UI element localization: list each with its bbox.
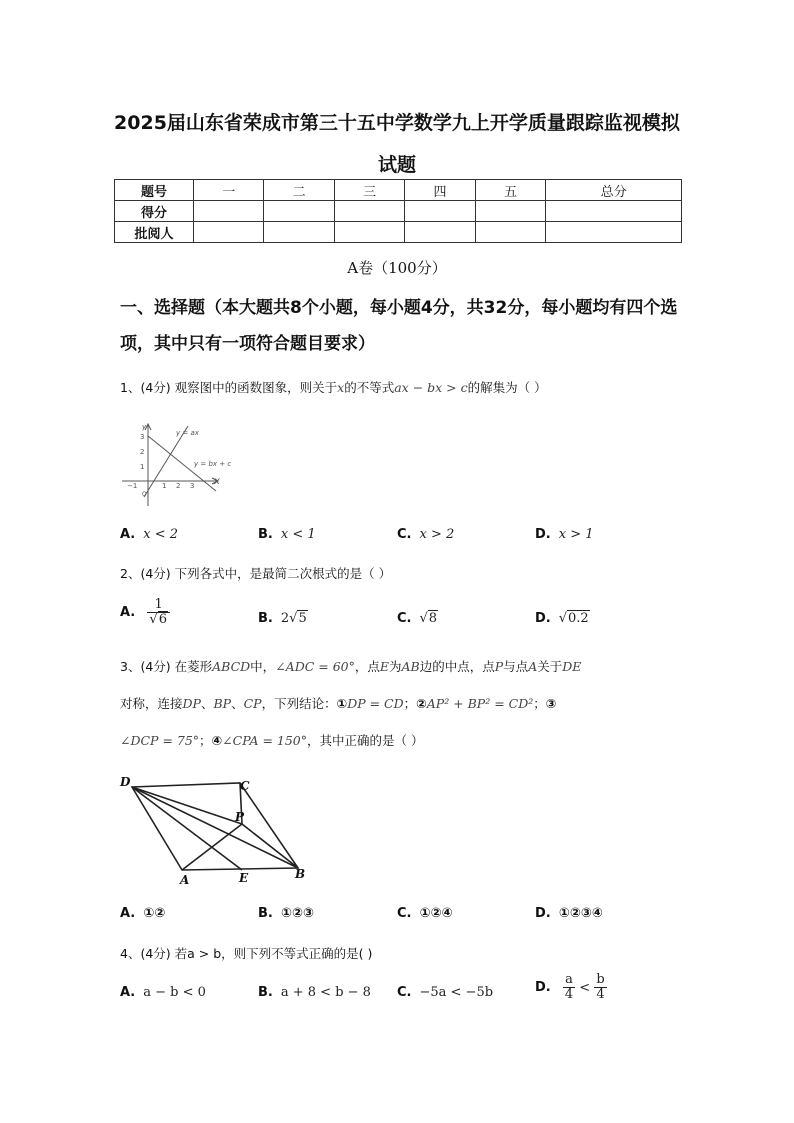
table-row-label: 批阅人 — [115, 222, 194, 243]
q3-option-d[interactable]: D. ①②③④ — [535, 906, 603, 921]
q2-option-c[interactable]: C. √8 — [397, 611, 438, 626]
table-row-label: 得分 — [115, 201, 194, 222]
score-cell[interactable] — [194, 222, 264, 243]
line1-label: y = ax — [176, 429, 199, 437]
q1-option-b[interactable]: B. x < 1 — [258, 527, 316, 542]
q3-option-c[interactable]: C. ①②④ — [397, 906, 453, 921]
table-row — [115, 201, 682, 222]
q1-prefix: 1、(4分) 观察图中的函数图象，则关于 — [120, 380, 338, 395]
fraction: $\frac{b}{4}$ — [596, 972, 605, 1003]
score-table — [114, 179, 682, 243]
label-a: A — [180, 873, 190, 887]
tick-x2: 2 — [176, 482, 181, 490]
score-cell[interactable] — [405, 222, 475, 243]
question-3-stem-line2: 对称，连接DP、BP、CP，下列结论：①DP = CD；②AP² + BP² = CD²；③ — [120, 696, 557, 711]
table-row — [115, 222, 682, 243]
score-cell[interactable] — [264, 201, 334, 222]
q2-option-a[interactable]: A. $\frac{1}{√6}$ — [120, 598, 170, 628]
score-cell[interactable] — [546, 201, 682, 222]
section-a-heading: A卷（100分） — [347, 259, 447, 277]
score-cell[interactable] — [334, 222, 404, 243]
q2-option-d[interactable]: D. √0.2 — [535, 611, 589, 626]
q1-option-a[interactable]: A. x < 2 — [120, 527, 179, 542]
tick-xm1: −1 — [127, 482, 138, 490]
question-3-stem-line3: ∠DCP = 75°；④∠CPA = 150°，其中正确的是（ ） — [120, 733, 424, 748]
q3-option-b[interactable]: B. ①②③ — [258, 906, 314, 921]
question-3-stem-line1: 3、(4分) 在菱形ABCD中，∠ADC = 60°，点E为AB边的中点，点P与点A关于DE — [120, 659, 582, 674]
q4-option-a[interactable]: A. a − b < 0 — [120, 985, 206, 1000]
score-cell[interactable] — [405, 201, 475, 222]
q1-suffix: 的解集为（ ） — [467, 380, 547, 395]
q3-rhombus-figure — [118, 773, 314, 885]
table-header-cell: 一 — [194, 180, 264, 201]
tick-x3: 3 — [190, 482, 195, 490]
question-4-stem: 4、(4分) 若a > b，则下列不等式正确的是( ) — [120, 946, 373, 961]
tick-y2: 2 — [140, 448, 145, 456]
label-e: E — [239, 871, 249, 885]
table-header-cell: 三 — [334, 180, 404, 201]
q1-option-d[interactable]: D. x > 1 — [535, 527, 594, 542]
table-header-cell: 总分 — [546, 180, 682, 201]
table-header-cell: 五 — [475, 180, 545, 201]
label-b: B — [295, 867, 306, 881]
table-row — [115, 180, 682, 201]
q2-option-b[interactable]: B. 2√5 — [258, 611, 307, 626]
page-title-line2: 试题 — [377, 154, 416, 176]
y-axis-label: y — [142, 423, 147, 431]
q4-option-b[interactable]: B. a + 8 < b − 8 — [258, 985, 371, 1000]
label-c: C — [240, 779, 250, 793]
x-axis-label: x — [214, 476, 220, 487]
q4-option-d[interactable]: D. $\frac{a}{4}$ < $\frac{b}{4}$ — [535, 972, 605, 1003]
score-cell[interactable] — [334, 201, 404, 222]
page-title: 2025届山东省荣成市第三十五中学数学九上开学质量跟踪监视模拟 — [114, 112, 680, 134]
section-one-heading: 一、选择题（本大题共8个小题，每小题4分，共32分，每小题均有四个选项，其中只有一项符合题目要求） — [120, 298, 678, 354]
score-cell[interactable] — [475, 201, 545, 222]
question-2-stem: 2、(4分) 下列各式中，是最简二次根式的是（ ） — [120, 566, 392, 581]
fraction: $\frac{1}{√6}$ — [147, 598, 170, 628]
score-cell[interactable] — [475, 222, 545, 243]
label-d: D — [120, 775, 131, 789]
score-cell[interactable] — [264, 222, 334, 243]
segment-dp — [132, 787, 242, 824]
segment-de — [132, 787, 242, 870]
origin-label: O — [142, 491, 147, 498]
table-header-cell: 题号 — [115, 180, 194, 201]
q1-inequality: ax − bx > c — [394, 380, 468, 395]
question-1-stem — [120, 378, 547, 396]
line2-label: y = bx + c — [194, 460, 232, 468]
q1-mid: 的不等式 — [344, 380, 395, 395]
score-cell[interactable] — [546, 222, 682, 243]
score-cell[interactable] — [194, 201, 264, 222]
q1-function-graph — [118, 420, 232, 510]
table-header-cell: 四 — [405, 180, 475, 201]
q1-var: x — [337, 380, 345, 395]
tick-y1: 1 — [140, 463, 145, 471]
q4-option-c[interactable]: C. −5a < −5b — [397, 985, 494, 1000]
label-p: P — [235, 810, 245, 824]
q1-option-c[interactable]: C. x > 2 — [397, 527, 455, 542]
tick-x1: 1 — [162, 482, 167, 490]
table-header-cell: 二 — [264, 180, 334, 201]
segment-pb — [242, 824, 298, 868]
q3-option-a[interactable]: A. ①② — [120, 906, 166, 921]
tick-y3: 3 — [140, 433, 145, 441]
fraction: $\frac{a}{4}$ — [564, 972, 574, 1003]
